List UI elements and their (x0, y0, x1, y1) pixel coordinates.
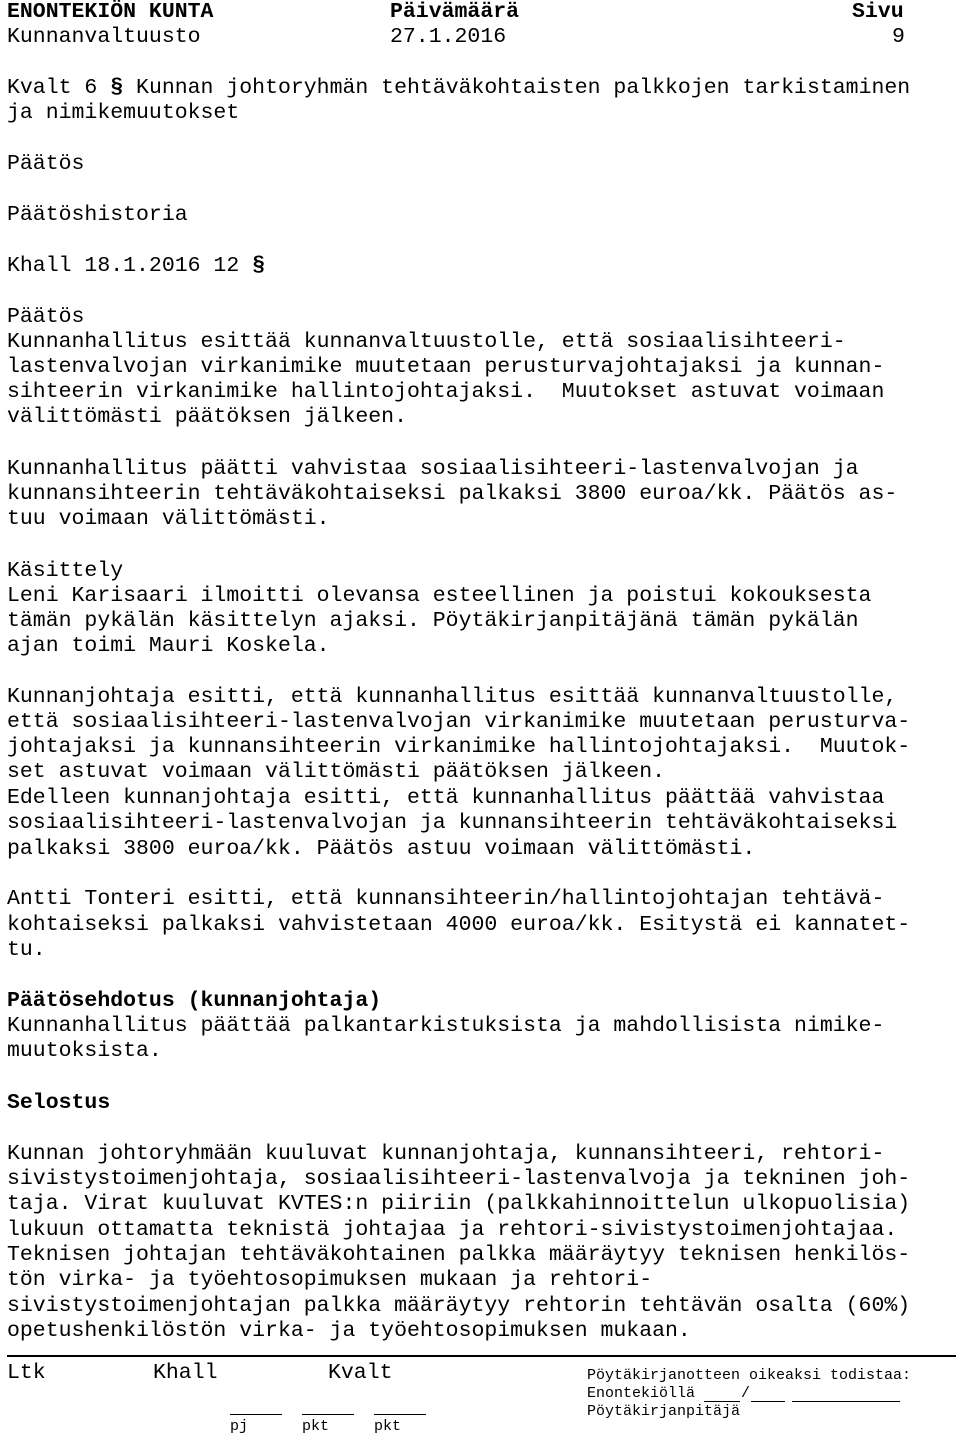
rationale-line: opetushenkilöstön virka- ja työehtosopimuksen mukaan. (7, 1319, 691, 1343)
secretary-label: Pöytäkirjanpitäjä (587, 1403, 741, 1420)
footer-pkt: pkt (374, 1418, 402, 1435)
motion-line: muutoksista. (7, 1039, 162, 1063)
rationale-line: Teknisen johtajan tehtäväkohtainen palkka määräytyy teknisen henkilös- (7, 1243, 911, 1267)
handling-label: Käsittely (7, 559, 124, 583)
pkt2-signature-line (374, 1414, 426, 1415)
page-number: 9 (892, 25, 905, 49)
agenda-number: Kvalt 6 (7, 76, 98, 100)
rationale-line: Kunnan johtoryhmään kuuluvat kunnanjohtaja, kunnansihteeri, rehtori- (7, 1142, 885, 1166)
khall-decision-line: lastenvalvojan virkanimike muutetaan perusturvajohtajaksi ja kunnan- (7, 355, 885, 379)
rationale-line: tön virka- ja työehtosopimuksen mukaan ja rehtori- (7, 1268, 653, 1292)
tonteri-line: Antti Tonteri esitti, että kunnansihteerin/hallintojohtajan tehtävä- (7, 887, 885, 911)
rationale-line: sivistystoimenjohtajan palkka määräytyy rehtorin tehtävän osalta (60%) (7, 1294, 911, 1318)
footer-pj: pj (230, 1418, 249, 1435)
proposal-line: sosiaalisihteeri-lastenvalvojan ja kunnansihteerin tehtäväkohtaiseksi (7, 811, 898, 835)
pkt1-signature-line (302, 1414, 354, 1415)
org-name: ENONTEKIÖN KUNTA (7, 0, 214, 24)
date-label: Päivämäärä (390, 0, 520, 24)
proposal-line: set astuvat voimaan välittömästi päätöksen jälkeen. (7, 760, 666, 784)
tonteri-line: kohtaiseksi palkaksi vahvistetaan 4000 euroa/kk. Esitystä ei kannatet- (7, 913, 911, 937)
salary-line: Kunnanhallitus päätti vahvistaa sosiaalisihteeri-lastenvalvojan ja (7, 457, 859, 481)
certify-text: Pöytäkirjanotteen oikeaksi todistaa: (587, 1367, 912, 1384)
month-line (751, 1401, 785, 1402)
khall-decision-line: Kunnanhallitus esittää kunnanvaltuustolle, että sosiaalisihteeri- (7, 330, 846, 354)
rationale-line: taja. Virat kuuluvat KVTES:n piiriin (palkkahinnoittelun ulkopuolisia) (7, 1192, 911, 1216)
rationale-line: lukuun ottamatta teknistä johtajaa ja rehtori-sivistystoimenjohtajaa. (7, 1218, 898, 1242)
khall-decision-line: välittömästi päätöksen jälkeen. (7, 405, 407, 429)
meeting-date: 27.1.2016 (390, 25, 507, 49)
certify-place: Enontekiöllä (587, 1385, 696, 1402)
proposal-line: että sosiaalisihteeri-lastenvalvojan virkanimike muutetaan perusturva- (7, 710, 911, 734)
proposal-line: johtajaksi ja kunnansihteerin virkanimike hallintojohtajaksi. Muutok- (7, 735, 911, 759)
handling-line: Leni Karisaari ilmoitti olevansa esteellinen ja poistui kokouksesta (7, 584, 872, 608)
khall-ref-text: Khall 18.1.2016 12 (7, 254, 240, 278)
tonteri-line: tu. (7, 938, 46, 962)
handling-line: ajan toimi Mauri Koskela. (7, 634, 330, 658)
proposal-line: Edelleen kunnanjohtaja esitti, että kunnanhallitus päättää vahvistaa (7, 786, 885, 810)
pj-signature-line (230, 1414, 282, 1415)
handling-line: tämän pykälän käsittelyn ajaksi. Pöytäkirjanpitäjänä tämän pykälän (7, 609, 859, 633)
footer-divider (7, 1355, 956, 1357)
rationale-line: sivistystoimenjohtaja, sosiaalisihteeri-lastenvalvoja ja tekninen joh- (7, 1167, 911, 1191)
khall-reference (7, 254, 265, 279)
motion-label: Päätösehdotus (kunnanjohtaja) (7, 989, 382, 1013)
footer-pkt: pkt (302, 1418, 330, 1435)
footer-ltk: Ltk (7, 1361, 46, 1385)
agenda-title-text: Kunnan johtoryhmän tehtäväkohtaisten palkkojen tarkistaminen (136, 76, 911, 100)
salary-line: kunnansihteerin tehtäväkohtaiseksi palkaksi 3800 euroa/kk. Päätös as- (7, 482, 898, 506)
footer-kvalt: Kvalt (328, 1361, 393, 1385)
khall-decision-label: Päätös (7, 305, 85, 329)
proposal-line: Kunnanjohtaja esitti, että kunnanhallitus esittää kunnanvaltuustolle, (7, 685, 898, 709)
rationale-label: Selostus (7, 1091, 111, 1115)
motion-line: Kunnanhallitus päättää palkantarkistuksista ja mahdollisista nimike- (7, 1014, 885, 1038)
body-name: Kunnanvaltuusto (7, 25, 201, 49)
section-symbol: § (110, 76, 124, 100)
salary-line: tuu voimaan välittömästi. (7, 507, 330, 531)
decision-heading: Päätös (7, 152, 85, 176)
day-line (704, 1401, 740, 1402)
agenda-title-line1 (7, 76, 910, 101)
footer-khall: Khall (153, 1361, 218, 1385)
agenda-title-line2: ja nimikemuutokset (7, 101, 240, 125)
section-symbol: § (252, 254, 266, 278)
signature-line (792, 1401, 900, 1402)
khall-decision-line: sihteerin virkanimike hallintojohtajaksi. Muutokset astuvat voimaan (7, 380, 885, 404)
history-heading: Päätöshistoria (7, 203, 188, 227)
certify-slash: / (741, 1385, 751, 1402)
page-label: Sivu (852, 0, 904, 24)
proposal-line: palkaksi 3800 euroa/kk. Päätös astuu voimaan välittömästi. (7, 837, 756, 861)
